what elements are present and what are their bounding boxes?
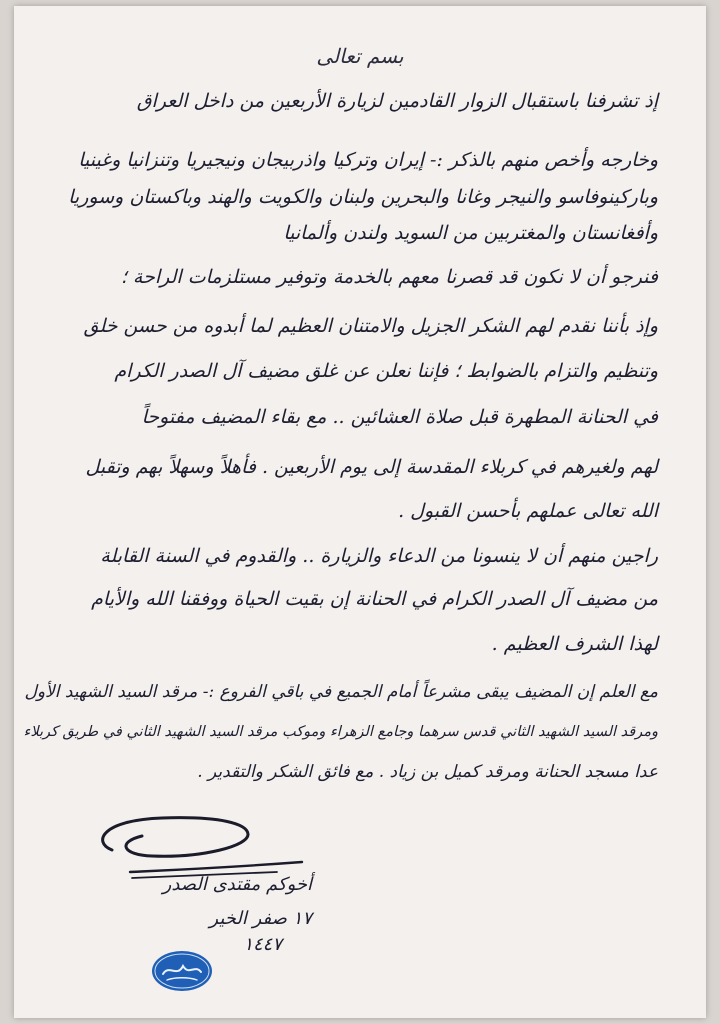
letter-line-8: في الحنانة المطهرة قبل صلاة العشائين .. مع بقاء المضيف مفتوحاً — [141, 406, 658, 428]
letter-line-11: راجين منهم أن لا ينسونا من الدعاء والزيارة .. والقدوم في السنة القابلة — [100, 545, 658, 567]
signature-name: أخوكم مقتدى الصدر — [162, 874, 312, 895]
signature-year: ١٤٤٧ — [243, 934, 282, 955]
letter-line-16: عدا مسجد الحنانة ومرقد كميل بن زياد . مع فائق الشكر والتقدير . — [197, 762, 658, 782]
letter-line-3: وباركينوفاسو والنيجر وغانا والبحرين ولبنان والكويت والهند وباكستان وسوريا — [68, 186, 658, 208]
letter-page — [14, 6, 706, 1018]
blue-seal-stamp — [151, 950, 213, 992]
letter-line-7: وتنظيم والتزام بالضوابط ؛ فإننا نعلن عن غلق مضيف آل الصدر الكرام — [114, 360, 658, 382]
letter-line-9: لهم ولغيرهم في كربلاء المقدسة إلى يوم الأربعين . فأهلاً وسهلاً بهم وتقبل — [85, 456, 658, 478]
letter-line-4: وأفغانستان والمغتربين من السويد ولندن وألمانيا — [283, 222, 658, 244]
letter-line-6: وإذ بأننا نقدم لهم الشكر الجزيل والامتنان العظيم لما أبدوه من حسن خلق — [83, 315, 658, 337]
letter-line-10: الله تعالى عملهم بأحسن القبول . — [398, 500, 658, 522]
letter-line-15: ومرقد السيد الشهيد الثاني قدس سرهما وجامع الزهراء وموكب مرقد السيد الشهيد الثاني في طريق كربلاء — [23, 724, 658, 740]
letter-line-2: وخارجه وأخص منهم بالذكر :- إيران وتركيا واذربيجان ونيجيريا وتنزانيا وغينيا — [78, 149, 658, 171]
letter-basmala: بسم تعالى — [316, 44, 404, 68]
letter-line-13: لهذا الشرف العظيم . — [491, 633, 658, 655]
signature-date: ١٧ صفر الخير — [209, 908, 312, 929]
letter-line-5: فنرجو أن لا نكون قد قصرنا معهم بالخدمة وتوفير مستلزمات الراحة ؛ — [120, 266, 658, 288]
letter-line-1: إذ تشرفنا باستقبال الزوار القادمين لزيارة الأربعين من داخل العراق — [136, 90, 658, 112]
letter-line-12: من مضيف آل الصدر الكرام في الحنانة إن بقيت الحياة ووفقنا الله والأيام — [91, 588, 658, 610]
letter-line-14: مع العلم إن المضيف يبقى مشرعاً أمام الجميع في باقي الفروع :- مرقد السيد الشهيد الأول — [24, 682, 658, 702]
